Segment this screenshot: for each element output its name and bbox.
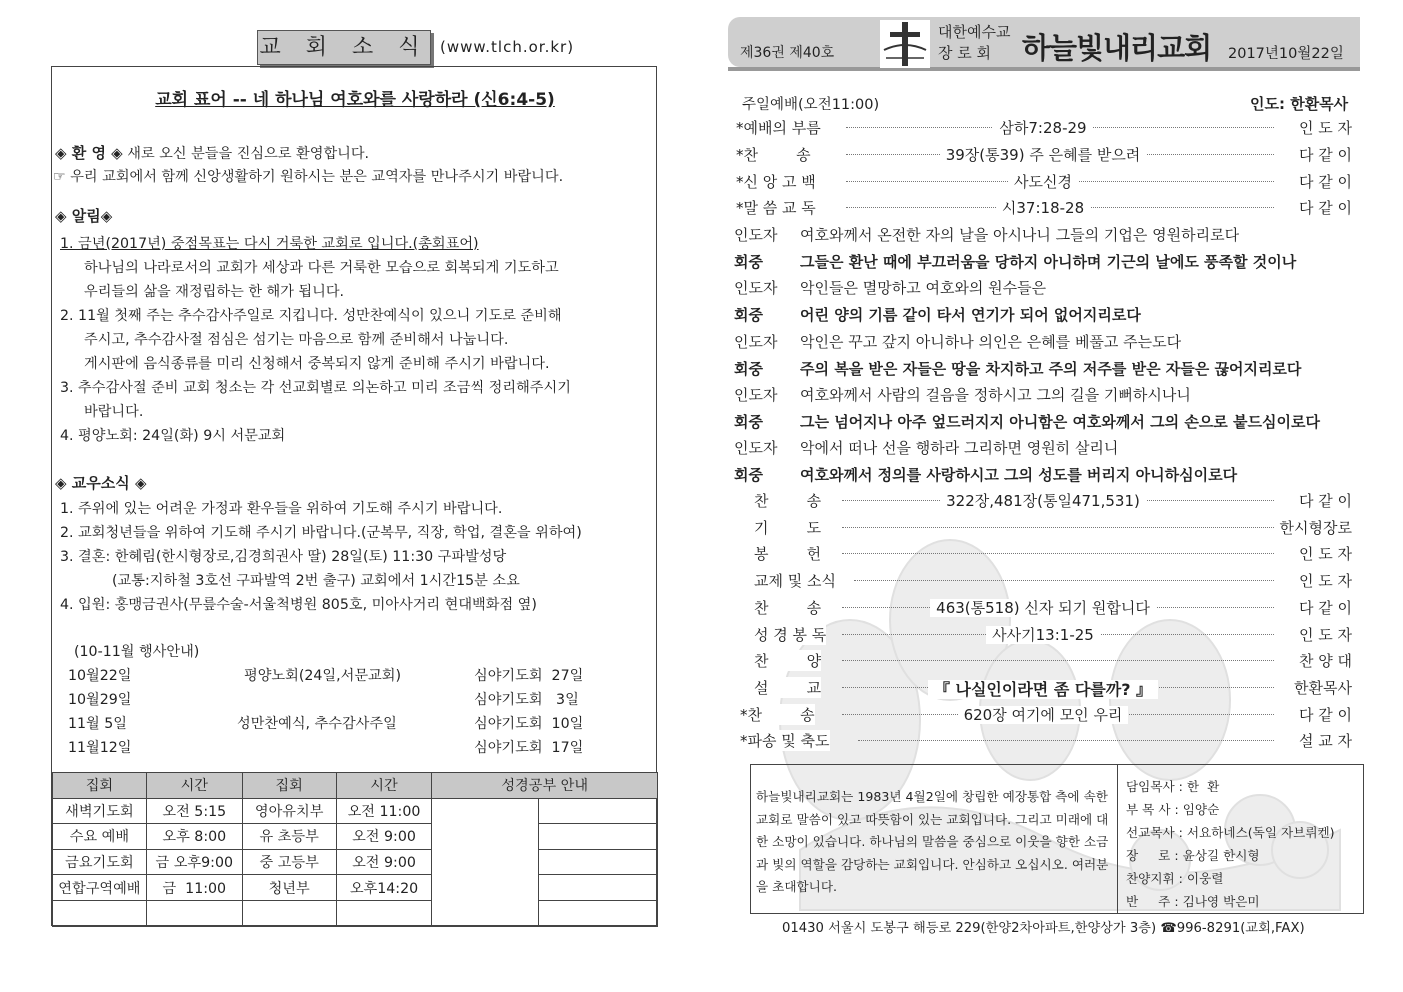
table-cell [53,900,147,926]
church-motto: 교회 표어 -- 네 하나님 여호와를 사랑하라 (신6:4-5) [155,90,555,110]
schedule-header: 집회 [242,773,336,799]
order-person: 다 같 이 [1298,706,1352,724]
order-person: 한시형장로 [1279,519,1352,537]
bible-study-cell [539,875,658,901]
table-row [53,900,658,926]
bulletin-date: 2017년10월22일 [1228,46,1344,62]
event-date: 10월29일 [68,692,132,708]
order-detail: 463(통518) 신자 되기 원합니다 [930,599,1156,617]
table-cell: 영아유치부 [242,798,336,824]
order-person: 다 같 이 [1298,173,1352,191]
order-person: 한환목사 [1294,679,1352,697]
staff-line: 선교목사 : 서요하네스(독일 자브뤼켄) [1126,825,1335,840]
order-item: *예배의 부름 [736,119,821,137]
responsive-text: 그들은 환난 때에 부끄러움을 당하지 아니하며 기근의 날에도 풍족할 것이나 [800,253,1297,271]
responsive-speaker: 회중 [734,253,763,271]
staff-line: 반 주 : 김나영 박은미 [1126,894,1260,909]
affairs-line: 1. 주위에 있는 어려운 가정과 환우들을 위하여 기도해 주시기 바랍니다. [60,501,503,517]
notice-line: 바랍니다. [84,404,144,420]
church-logo-icon [880,20,930,68]
order-item: *찬 송 [740,706,815,724]
notice-line: 2. 11월 첫째 주는 추수감사주일로 지킵니다. 성만찬예식이 있으니 기도로 준비해 [60,308,562,324]
schedule-header-row [53,773,658,799]
event-name: 평양노회(24일,서문교회) [244,668,401,684]
responsive-text: 악인들은 멸망하고 여호와의 원수들은 [800,279,1047,297]
church-address: 01430 서울시 도봉구 해등로 229(한양2차아파트,한양상가 3층) ☎996-8291(교회,FAX) [782,921,1305,936]
header-underline [728,67,1360,71]
order-detail: 삼하7:28-29 [993,119,1092,137]
responsive-line [734,304,1141,325]
table-cell: 금 오후9:00 [146,849,242,875]
order-row [734,144,1352,166]
table-cell: 오전 11:00 [336,798,432,824]
service-leader: 인도: 한환목사 [1250,95,1349,113]
table-cell: 연합구역예배 [53,875,147,901]
welcome-text: 새로 오신 분들을 진심으로 환영합니다. [127,146,370,162]
table-row [53,798,658,824]
staff-line: 장 로 : 윤상길 한시형 [1126,848,1260,863]
bible-study-cell [539,900,658,926]
schedule-header: 집회 [53,773,147,799]
order-row [734,197,1352,219]
order-person: 다 같 이 [1298,599,1352,617]
responsive-speaker: 인도자 [734,279,778,297]
order-row [734,543,1352,565]
church-url[interactable]: (www.tlch.or.kr) [440,38,575,56]
order-row [734,650,1352,672]
event-name: 성만찬예식, 추수감사주일 [237,716,397,732]
order-item: 찬 송 [754,492,822,510]
event-date: 11월12일 [68,740,132,756]
notice-line: 1. 금년(2017년) 중점목표는 다시 거룩한 교회로 입니다.(총회표어) [60,236,479,252]
table-cell: 수요 예배 [53,824,147,850]
order-person: 다 같 이 [1298,492,1352,510]
responsive-line [734,437,1119,458]
responsive-speaker: 인도자 [734,439,778,457]
staff-line: 부 목 사 : 임양순 [1126,802,1220,817]
notice-line: 4. 평양노회: 24일(화) 9시 서문교회 [60,428,286,444]
responsive-line [734,411,1320,432]
order-item: *신 앙 고 백 [736,173,816,191]
order-person: 인 도 자 [1298,626,1352,644]
bible-study-cell [432,798,539,926]
order-detail: 322장,481장(통일471,531) [940,492,1146,510]
order-row [734,517,1352,539]
responsive-speaker: 인도자 [734,226,778,244]
schedule-header: 시간 [336,773,432,799]
responsive-line [734,358,1302,379]
notice-line: 우리들의 삶을 재정립하는 한 해가 됩니다. [84,284,345,300]
bible-study-cell [539,824,658,850]
event-date: 11월 5일 [68,716,127,732]
order-detail: 39장(통39) 주 은혜를 받으려 [940,146,1147,164]
order-row [734,570,1352,592]
event-prayer: 심야기도회 17일 [474,740,584,756]
order-item: 설 교 [754,679,822,697]
responsive-speaker: 회중 [734,413,763,431]
responsive-text: 여호와께서 온전한 자의 날을 아시나니 그들의 기업은 영원하리로다 [800,226,1240,244]
notice-line: 주시고, 추수감사절 점심은 섬기는 마음으로 함께 준비해서 나눕니다. [84,332,509,348]
order-person: 찬 양 대 [1298,652,1352,670]
table-cell: 오전 5:15 [146,798,242,824]
table-cell: 오전 9:00 [336,824,432,850]
responsive-line [734,251,1297,272]
order-person: 다 같 이 [1298,146,1352,164]
volume-number: 제36권 제40호 [740,45,835,61]
table-cell [242,900,336,926]
affairs-heading: ◈ 교우소식 ◈ [55,474,147,492]
table-cell: 오후 8:00 [146,824,242,850]
table-cell: 오후14:20 [336,875,432,901]
church-news-title: 교 회 소 식 [257,30,431,65]
order-row [734,117,1352,139]
order-row [734,597,1352,619]
order-item: 찬 송 [754,599,822,617]
order-item: 찬 양 [754,652,822,670]
order-item: 성 경 봉 독 [754,626,827,644]
welcome-line: ☞ 우리 교회에서 함께 신앙생활하기 원하시는 분은 교역자를 만나주시기 바랍니다. [53,169,564,185]
responsive-text: 어린 양의 기름 같이 타서 연기가 되어 없어지리로다 [800,306,1141,324]
notice-line: 게시판에 음식종류를 미리 신청해서 중복되지 않게 준비해 주시기 바랍니다. [84,356,550,372]
order-row [734,624,1352,646]
event-prayer: 심야기도회 10일 [474,716,584,732]
event-prayer: 심야기도회 27일 [474,668,584,684]
table-cell: 금요기도회 [53,849,147,875]
notice-line: 3. 추수감사절 준비 교회 청소는 각 선교회별로 의논하고 미리 조금씩 정리해주시기 [60,380,571,396]
table-cell: 유 초등부 [242,824,336,850]
order-detail: 사사기13:1-25 [986,626,1100,644]
table-row [53,849,658,875]
responsive-text: 여호와께서 사람의 걸음을 정하시고 그의 길을 기뻐하시나니 [800,386,1191,404]
table-cell [146,900,242,926]
denomination-line2: 장 로 회 [938,44,992,62]
staff-line: 담임목사 : 한 환 [1126,779,1220,794]
order-row [734,704,1352,726]
responsive-speaker: 회중 [734,360,763,378]
responsive-line [734,277,1047,298]
church-news-box [51,66,657,926]
responsive-speaker: 인도자 [734,333,778,351]
order-person: 설 교 자 [1298,732,1352,750]
responsive-text: 그는 넘어지나 아주 엎드러지지 아니함은 여호와께서 그의 손으로 붙드심이로다 [800,413,1320,431]
service-title: 주일예배(오전11:00) [742,97,880,113]
responsive-speaker: 회중 [734,466,763,484]
schedule-header: 성경공부 안내 [432,773,658,799]
responsive-line [734,224,1240,245]
table-row [53,824,658,850]
order-detail: 시37:18-28 [996,199,1090,217]
denomination [938,22,1010,64]
table-cell: 오전 9:00 [336,849,432,875]
events-heading: (10-11월 행사안내) [74,644,200,660]
affairs-line: (교통:지하철 3호선 구파발역 2번 출구) 교회에서 1시간15분 소요 [112,573,520,589]
notice-heading: ◈ 알림◈ [55,207,113,225]
order-person: 인 도 자 [1298,572,1352,590]
order-person: 인 도 자 [1298,119,1352,137]
schedule-table [52,772,658,927]
order-item: 기 도 [754,519,822,537]
notice-line: 하나님의 나라로서의 교회가 세상과 다른 거룩한 모습으로 회복되게 기도하고 [84,260,559,276]
order-row [734,490,1352,512]
order-row [734,171,1352,193]
responsive-line [734,384,1191,405]
church-intro-text: 하늘빛내리교회는 1983년 4월2일에 창립한 예장통합 측에 속한 교회로 말씀이 있고 따뜻함이 있는 교회입니다. 그리고 미래에 대한 소망이 있습니다. 하나님의 말씀을 중심으로 이웃을 향한 소금과 빛의 역할을 감당하는 교회입니다. 안심하고 오십시오. 여러분을 초대합니다. [756,789,1109,894]
order-person: 인 도 자 [1298,545,1352,563]
event-date: 10월22일 [68,668,132,684]
sermon-title: 『 나실인이라면 좀 다를까? 』 [928,680,1158,699]
affairs-line: 2. 교회청년들을 위하여 기도해 주시기 바랍니다.(군복무, 직장, 학업, 결혼을 위하여) [60,525,582,541]
info-divider [1117,764,1118,914]
affairs-line: 3. 결혼: 한혜림(한시형장로,김경희권사 딸) 28일(토) 11:30 구파발성당 [60,549,507,565]
responsive-text: 악인은 꾸고 갚지 아니하나 의인은 은혜를 베풀고 주는도다 [800,333,1182,351]
order-item: *말 씀 교 독 [736,199,816,217]
order-detail: 620장 여기에 모인 우리 [958,706,1129,724]
table-cell: 금 11:00 [146,875,242,901]
bible-study-cell [539,849,658,875]
table-cell: 청년부 [242,875,336,901]
responsive-line [734,331,1182,352]
staff-line: 찬양지휘 : 이웅렬 [1126,871,1224,886]
responsive-speaker: 인도자 [734,386,778,404]
table-cell: 새벽기도회 [53,798,147,824]
order-item: *찬 송 [736,146,811,164]
event-prayer: 심야기도회 3일 [474,692,579,708]
order-row [734,730,1352,752]
table-row [53,875,658,901]
responsive-text: 주의 복을 받은 자들은 땅을 차지하고 주의 저주를 받은 자들은 끊어지리로다 [800,360,1302,378]
order-item: 봉 헌 [754,545,822,563]
bible-study-cell [539,798,658,824]
church-name: 하늘빛내리교회 [1022,31,1212,65]
responsive-line [734,464,1238,485]
order-item: 교제 및 소식 [754,572,836,590]
order-item: *파송 및 축도 [740,732,830,750]
order-row [734,677,1352,699]
table-cell: 중 고등부 [242,849,336,875]
denomination-line1: 대한예수교 [938,23,1011,41]
welcome-heading: ◈ 환 영 ◈ [55,144,123,162]
order-detail: 사도신경 [1008,173,1078,191]
responsive-text: 여호와께서 정의를 사랑하시고 그의 성도를 버리지 아니하심이로다 [800,466,1238,484]
table-cell [336,900,432,926]
schedule-header: 시간 [146,773,242,799]
order-person: 다 같 이 [1298,199,1352,217]
affairs-line: 4. 입원: 홍맹금권사(무릎수술-서울척병원 805호, 미아사거리 현대백화점 옆) [60,597,537,613]
responsive-text: 악에서 떠나 선을 행하라 그리하면 영원히 살리니 [800,439,1119,457]
responsive-speaker: 회중 [734,306,763,324]
welcome-section [55,142,369,163]
